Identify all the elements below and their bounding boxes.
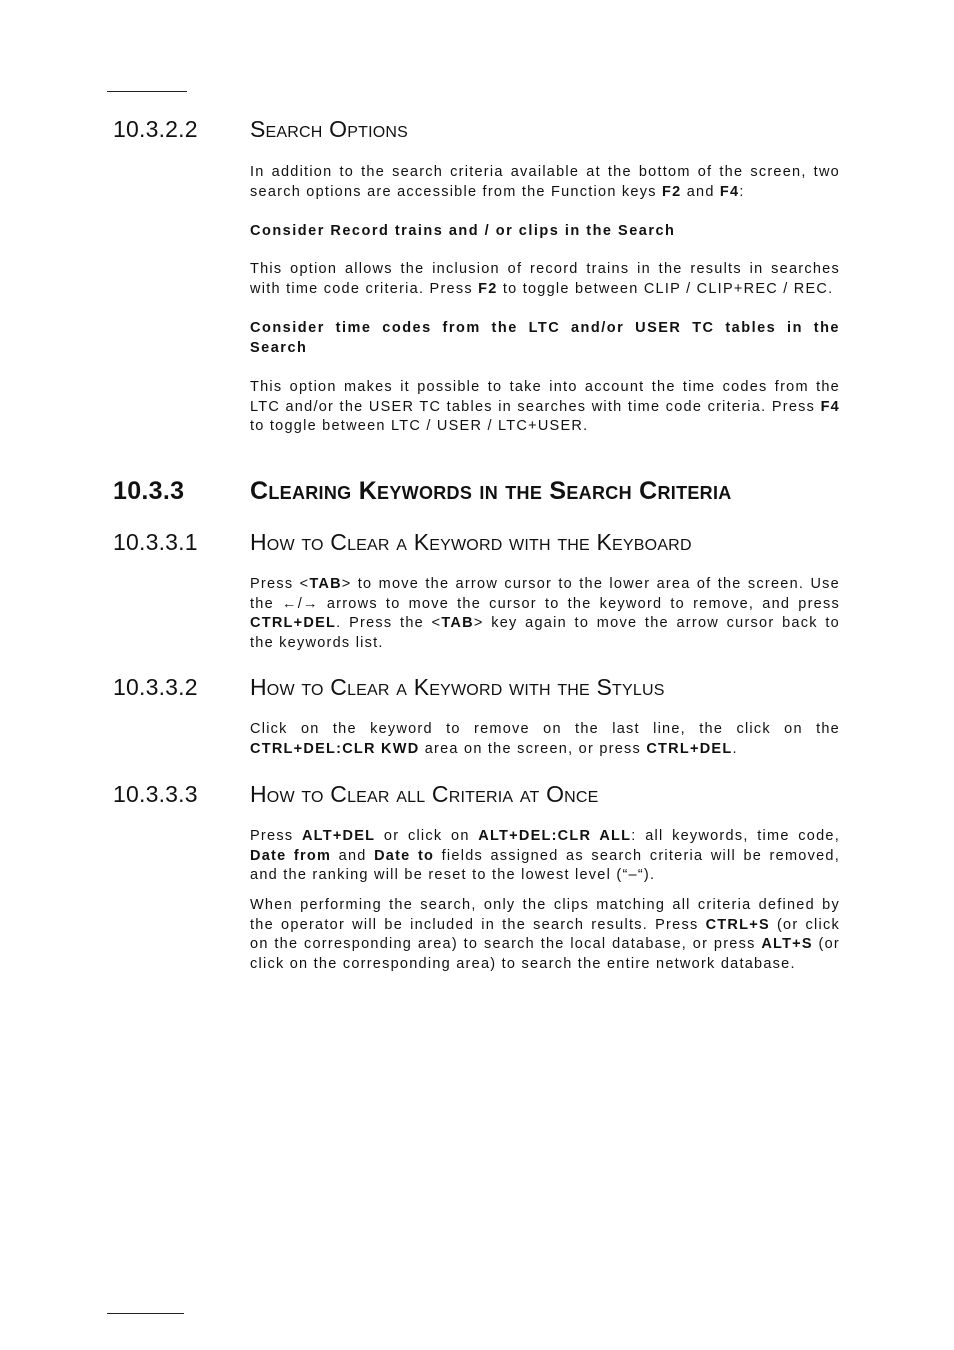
key-tab: TAB [309, 576, 342, 592]
text: to toggle between LTC / USER / LTC+USER. [250, 418, 589, 434]
key-ctrl-del: CTRL+DEL [646, 740, 733, 757]
search-execution-text [250, 896, 840, 974]
text: Press [250, 828, 302, 844]
section-number: 10.3.3.2 [113, 674, 198, 700]
section-title: Search Options [250, 116, 408, 142]
section-number: 10.3.3.3 [113, 781, 198, 807]
section-title: How to Clear a Keyword with the Keyboard [250, 529, 692, 555]
section-number: 10.3.3 [113, 477, 185, 505]
option-heading-time-codes: Consider time codes from the LTC and/or USER TC tables in the Search [250, 320, 840, 356]
text: area on the screen, or press [419, 740, 647, 757]
text: > key again to move the arrow cursor back to the keywords list. [250, 615, 840, 651]
header-rule [107, 91, 187, 92]
key-alt-del: ALT+DEL [301, 828, 376, 844]
key-ctrl-s: CTRL+S [705, 916, 770, 933]
clear-keyword-stylus-text [250, 720, 840, 759]
field-date-from: Date from [250, 847, 332, 864]
key-alt-s: ALT+S [761, 936, 813, 952]
text: This option allows the inclusion of record trains in the results in searches with time code criteria. Press [250, 261, 840, 297]
section-title: Clearing Keywords in the Search Criteria [250, 477, 732, 505]
section-heading-10-3-2-2 [113, 116, 408, 143]
section-heading-10-3-3-1 [113, 529, 692, 556]
option-record-trains-text [250, 260, 840, 299]
text: . Press the < [336, 615, 442, 631]
section-title: How to Clear all Criteria at Once [250, 781, 599, 807]
key-ctrl-del-clr-kwd: CTRL+DEL:CLR KWD [250, 740, 420, 757]
key-ctrl-del: CTRL+DEL [250, 615, 337, 631]
section-heading-10-3-3-3 [113, 781, 599, 808]
text: to toggle between CLIP / CLIP+REC / REC. [497, 280, 834, 297]
key-f4: F4 [719, 183, 740, 200]
section-number: 10.3.3.1 [113, 529, 198, 555]
search-options-intro [250, 163, 840, 202]
key-f2: F2 [662, 183, 682, 200]
text: This option makes it possible to take into account the time codes from the LTC and/or the USER TC tables in searches with time code criteria. Press [250, 379, 840, 415]
section-number: 10.3.2.2 [113, 116, 198, 142]
text: Click on the keyword to remove on the last line, the click on the [250, 721, 840, 737]
key-f4: F4 [820, 398, 840, 415]
text: and [331, 847, 375, 864]
footer-rule [107, 1313, 184, 1314]
key-f2: F2 [478, 280, 498, 297]
key-tab: TAB [441, 615, 474, 631]
text: : [739, 183, 745, 200]
section-heading-10-3-3 [113, 477, 732, 506]
text: (or click on the corresponding area) to search the local database, or press [250, 916, 840, 952]
section-title: How to Clear a Keyword with the Stylus [250, 674, 665, 700]
text: When performing the search, only the clips matching all criteria defined by the operator will be included in the search results. Press [250, 897, 840, 933]
field-date-to: Date to [374, 847, 435, 864]
text: and [681, 183, 720, 200]
clear-all-criteria-text [250, 827, 840, 886]
option-time-codes-text [250, 378, 840, 437]
text: (or click on the corresponding area) to search the entire network database. [250, 936, 841, 972]
text: Press < [250, 576, 310, 592]
text: fields assigned as search criteria will be removed, and the ranking will be reset to the lowest level (“–“). [250, 847, 840, 883]
clear-keyword-keyboard-text [250, 575, 840, 653]
option-heading-record-trains: Consider Record trains and / or clips in the Search [250, 223, 676, 239]
key-alt-del-clr-all: ALT+DEL:CLR ALL [478, 828, 632, 844]
section-heading-10-3-3-2 [113, 674, 665, 701]
text: In addition to the search criteria available at the bottom of the screen, two search options are accessible from the Function keys [250, 164, 840, 200]
text: > to move the arrow cursor to the lower area of the screen. Use the ←/→ arrows to move the cursor to the keyword to remove, and press [250, 576, 840, 612]
text: . [732, 740, 738, 757]
text: : all keywords, time code, [631, 828, 840, 844]
text: or click on [375, 828, 479, 844]
